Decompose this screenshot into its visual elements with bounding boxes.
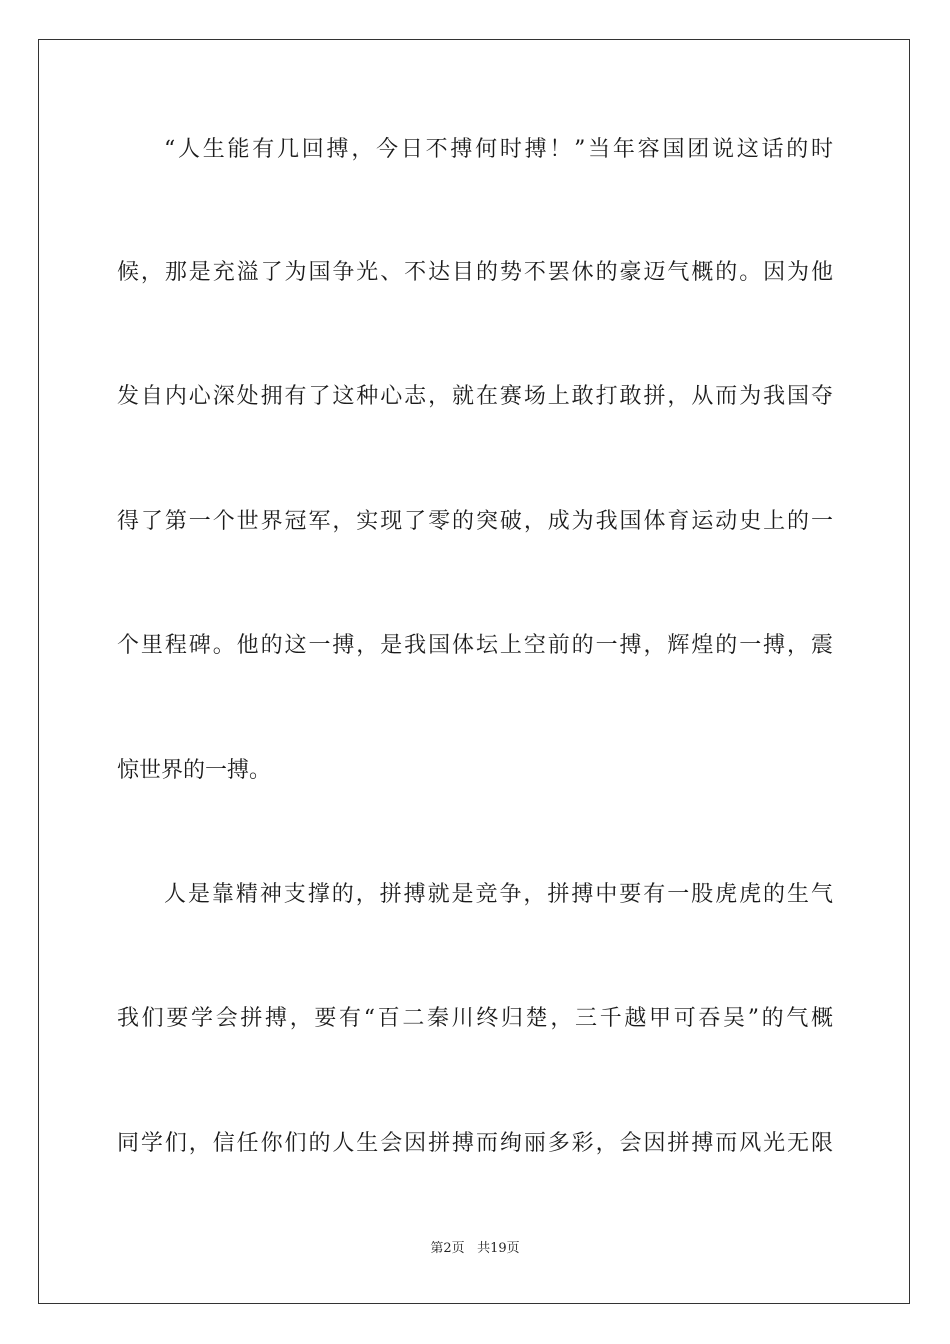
text-line: 得了第一个世界冠军，实现了零的突破，成为我国体育运动史上的一 — [117, 509, 833, 534]
text-line: “人生能有几回搏，今日不搏何时搏！”当年容国团说这话的时 — [164, 137, 833, 162]
text-line: 候，那是充溢了为国争光、不达目的势不罢休的豪迈气概的。因为他 — [117, 260, 833, 285]
text-line: 同学们，信任你们的人生会因拼搏而绚丽多彩，会因拼搏而风光无限 — [117, 1131, 833, 1156]
page-total: 共19页 — [477, 1241, 520, 1256]
page-number: 第2页 — [430, 1241, 465, 1256]
page-footer — [0, 1240, 950, 1258]
page-border — [38, 39, 910, 1304]
text-line: 发自内心深处拥有了这种心志，就在赛场上敢打敢拼，从而为我国夺 — [117, 384, 833, 409]
text-line: 我们要学会拼搏，要有“百二秦川终归楚，三千越甲可吞吴”的气概 — [117, 1006, 833, 1031]
text-line: 惊世界的一搏。 — [117, 758, 272, 783]
text-line: 人是靠精神支撑的，拼搏就是竞争，拼搏中要有一股虎虎的生气 — [164, 882, 833, 907]
text-line: 个里程碑。他的这一搏，是我国体坛上空前的一搏，辉煌的一搏，震 — [117, 633, 833, 658]
